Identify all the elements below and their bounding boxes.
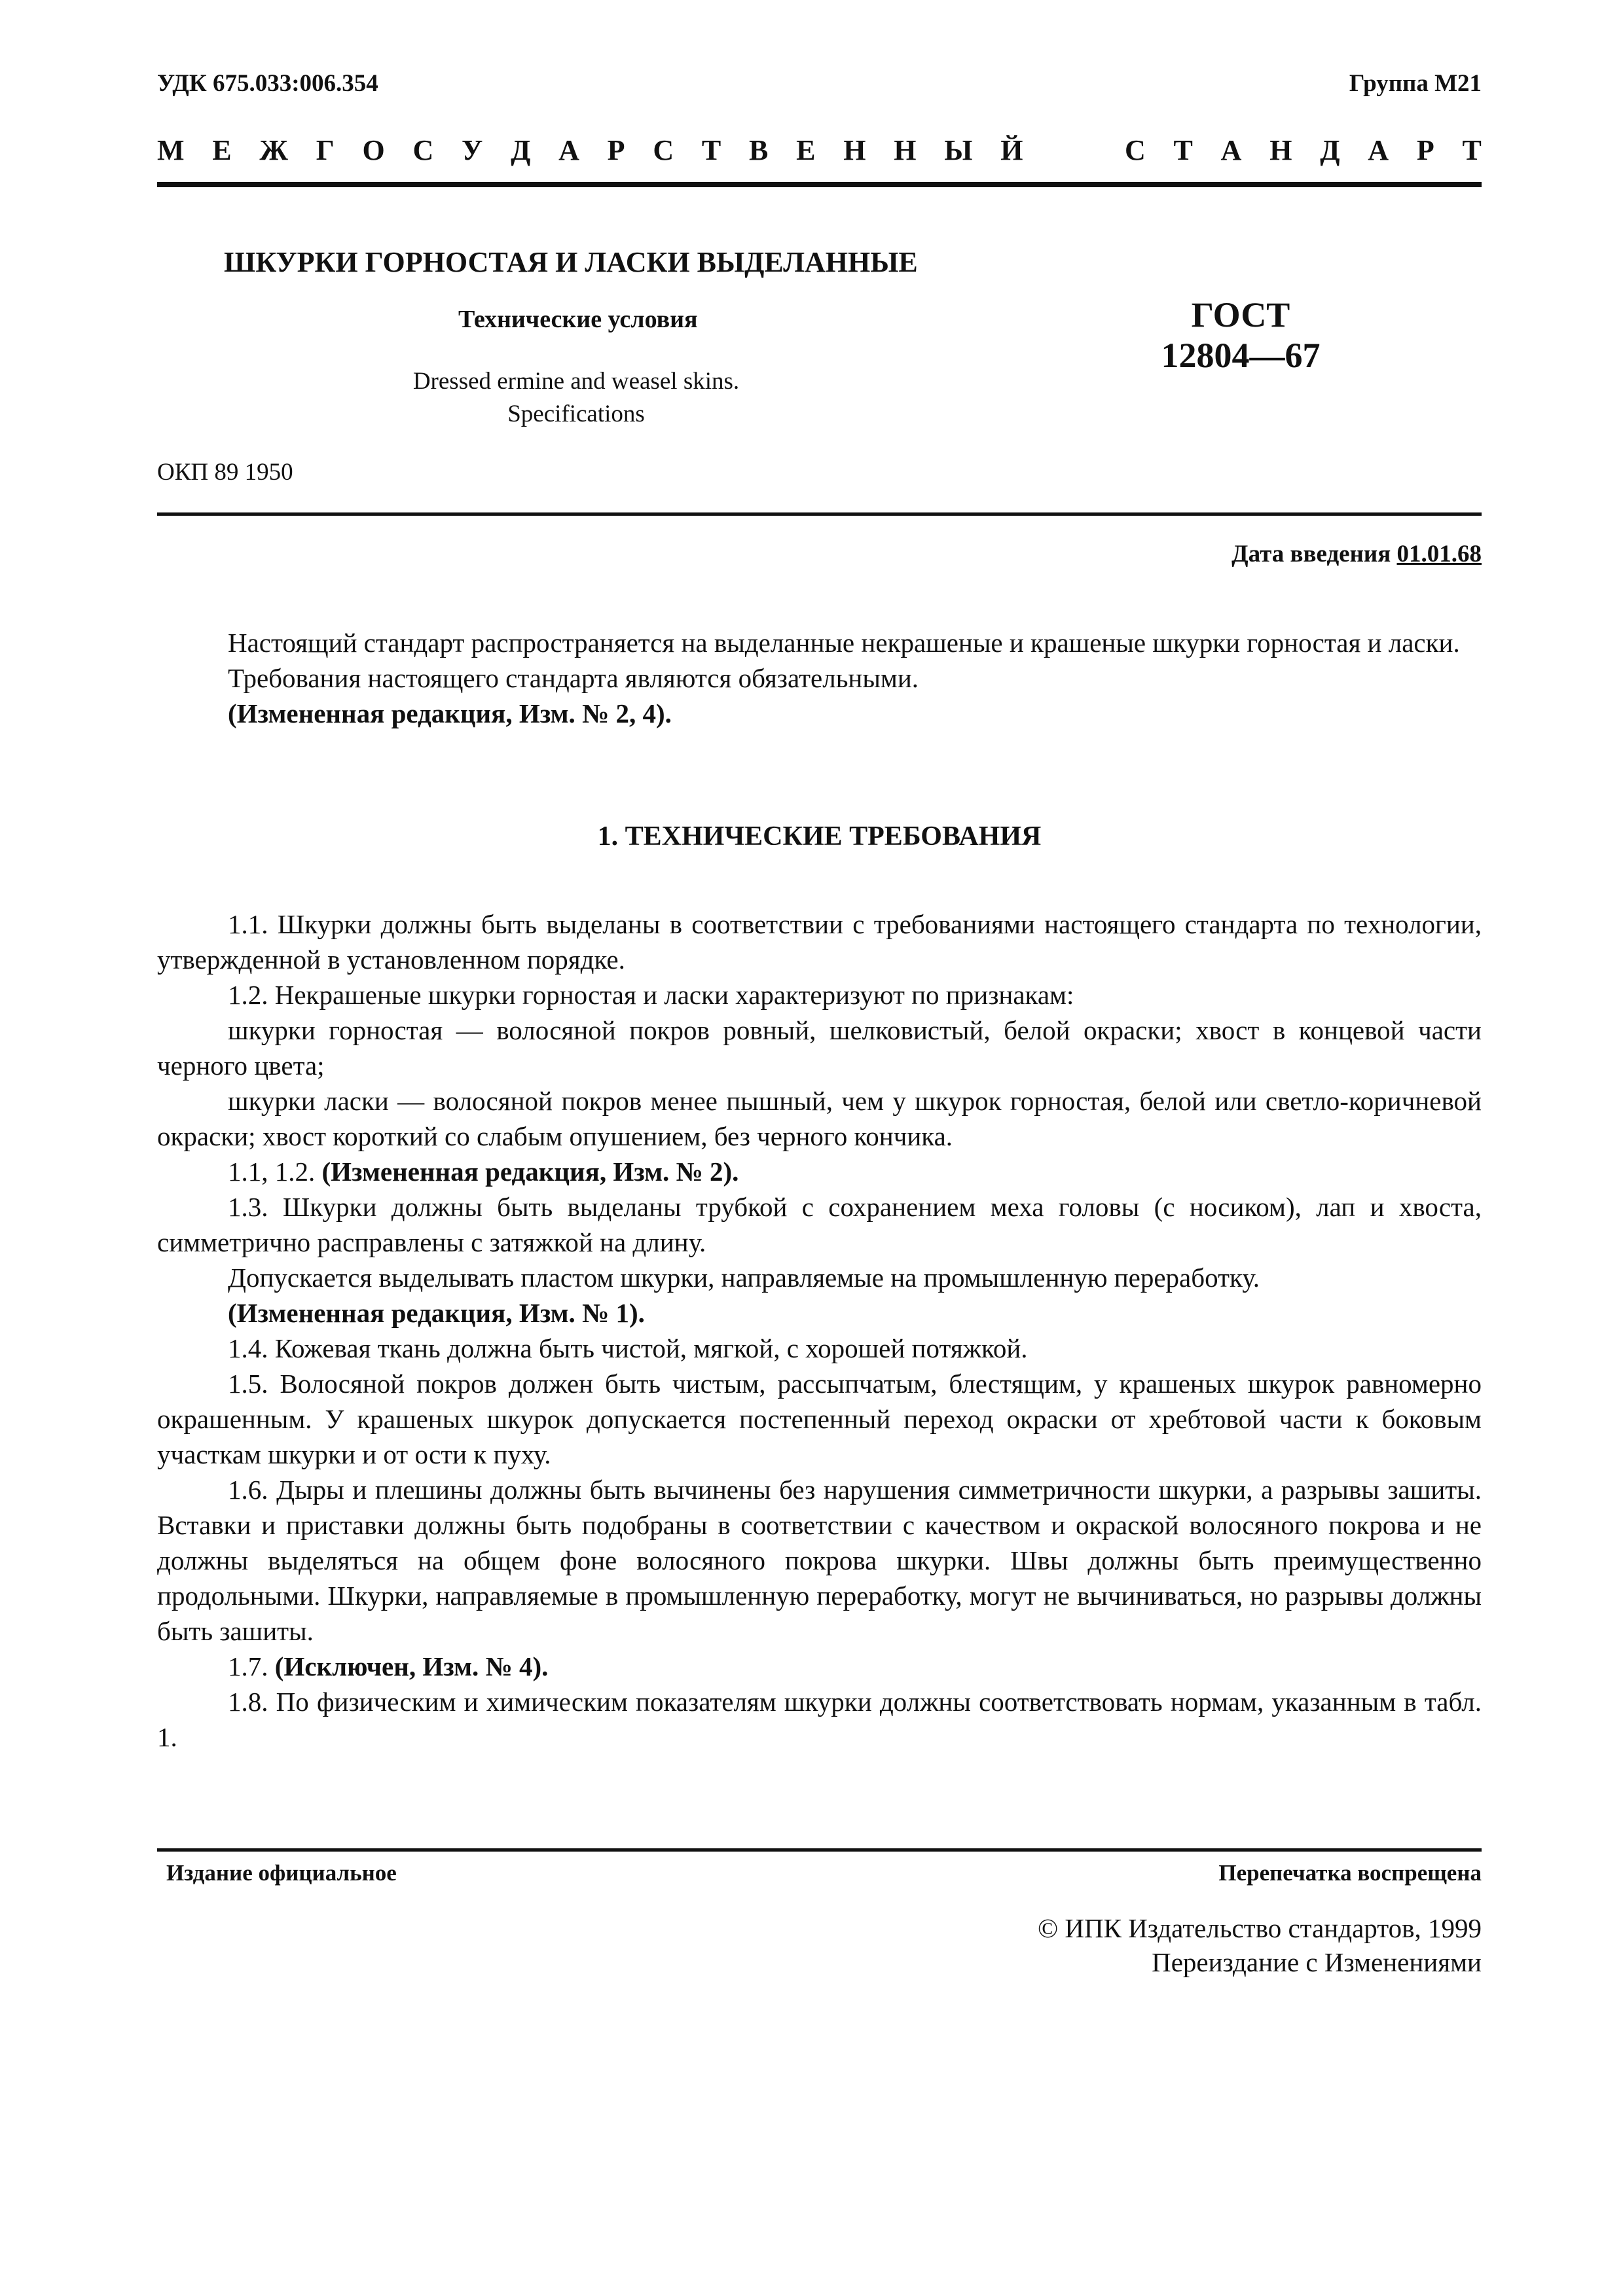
clause-1-7 bbox=[157, 1649, 1482, 1684]
footer-rule bbox=[157, 1848, 1482, 1852]
standard-subtitle: Технические условия bbox=[458, 306, 698, 333]
banner-letter: У bbox=[462, 134, 483, 166]
okp-code: ОКП 89 1950 bbox=[157, 459, 293, 486]
banner-letter: А bbox=[1220, 134, 1242, 166]
section-heading: 1. ТЕХНИЧЕСКИЕ ТРЕБОВАНИЯ bbox=[597, 821, 1042, 852]
banner-letter: С bbox=[653, 134, 674, 166]
banner-letter: Е bbox=[796, 134, 816, 166]
official-edition-label: Издание официальное bbox=[166, 1860, 397, 1886]
intro-paragraph: Настоящий стандарт распространяется на выделанные некрашеные и крашеные шкурки горностая и ласки. bbox=[228, 628, 1460, 658]
banner-letter: Н bbox=[843, 134, 866, 166]
clause-1-2-ermine: шкурки горностая — волосяной покров ровный, шелковистый, белой окраски; хвост в концевой части черного цвета; bbox=[157, 1015, 1482, 1081]
banner-letter: С bbox=[412, 134, 434, 166]
clause-1-1: 1.1. Шкурки должны быть выделаны в соответствии с требованиями настоящего стандарта по технологии, утвержденной в установленном порядке. bbox=[157, 909, 1482, 975]
amendment-note: (Измененная редакция, Изм. № 1). bbox=[228, 1298, 645, 1328]
clause-1-6: 1.6. Дыры и плешины должны быть вычинены без нарушения симметричности шкурки, а разрывы зашиты. Вставки и приставки должны быть подобраны в соответствии с качеством и окраской волосяного покрова и не должны выделяться на общем фоне волосяного покрова шкурки. Швы должны быть преимущественно продольными. Шкурки, направляемые в промышленную переработку, могут не вычиниваться, но разрывы должны быть зашиты. bbox=[157, 1475, 1482, 1646]
clause-1-3-allowance: Допускается выделывать пластом шкурки, направляемые на промышленную переработку. bbox=[228, 1263, 1260, 1293]
interstate-standard-banner bbox=[157, 134, 1482, 167]
group-code: Группа М21 bbox=[1349, 70, 1482, 97]
banner-letter: Г bbox=[316, 134, 335, 166]
banner-letter: Т bbox=[701, 134, 721, 166]
clause-1-2-weasel: шкурки ласки — волосяной покров менее пышный, чем у шкурок горностая, белой или светло-коричневой окраски; хвост короткий со слабым опушением, без черного кончика. bbox=[157, 1086, 1482, 1151]
clause-1-8: 1.8. По физическим и химическим показателям шкурки должны соответствовать нормам, указанным в табл. 1. bbox=[157, 1687, 1482, 1752]
banner-letter: О bbox=[362, 134, 385, 166]
banner-word-gap bbox=[1051, 134, 1097, 167]
gost-label: ГОСТ bbox=[1191, 295, 1290, 334]
udk-code: УДК 675.033:006.354 bbox=[157, 70, 378, 97]
banner-letter: А bbox=[1368, 134, 1389, 166]
gost-number: 12804—67 bbox=[1161, 336, 1321, 375]
clause-1-4: 1.4. Кожевая ткань должна быть чистой, мягкой, с хорошей потяжкой. bbox=[228, 1333, 1028, 1363]
copyright-block bbox=[1038, 1911, 1482, 1979]
standard-title: ШКУРКИ ГОРНОСТАЯ И ЛАСКИ ВЫДЕЛАННЫЕ bbox=[224, 246, 918, 278]
banner-letter: Д bbox=[511, 134, 531, 166]
english-title-line1: Dressed ermine and weasel skins. bbox=[412, 368, 740, 395]
amendment-clauses: 1.1, 1.2. bbox=[228, 1157, 316, 1187]
banner-letter: Д bbox=[1320, 134, 1340, 166]
reissue-line: Переиздание с Изменениями bbox=[1152, 1947, 1482, 1977]
gost-designation bbox=[1142, 295, 1339, 376]
banner-letter: Р bbox=[607, 134, 625, 166]
intro-paragraph: Требования настоящего стандарта являются обязательными. bbox=[228, 663, 919, 693]
reprint-prohibited-label: Перепечатка воспрещена bbox=[1218, 1860, 1482, 1886]
banner-letter: Т bbox=[1173, 134, 1193, 166]
banner-letter: Р bbox=[1416, 134, 1434, 166]
banner-letter: А bbox=[558, 134, 579, 166]
amendment-text: (Исключен, Изм. № 4). bbox=[274, 1651, 549, 1681]
clause-number: 1.7. bbox=[228, 1651, 268, 1681]
banner-letter: Т bbox=[1462, 134, 1482, 166]
title-rule bbox=[157, 512, 1482, 516]
introduction-date-value: 01.01.68 bbox=[1396, 541, 1482, 567]
amendment-note: (Измененная редакция, Изм. № 2, 4). bbox=[228, 698, 672, 728]
banner-letter: Ж bbox=[259, 134, 288, 166]
amendment-text: (Измененная редакция, Изм. № 2). bbox=[321, 1157, 739, 1187]
document-body bbox=[157, 625, 1482, 1755]
clause-1-5: 1.5. Волосяной покров должен быть чистым, рассыпчатым, блестящим, у крашеных шкурок равномерно окрашенным. У крашеных шкурок допускается постепенный переход окраски от хребтовой части к боковым участкам шкурки и от ости к пуху. bbox=[157, 1369, 1482, 1469]
banner-letter: Й bbox=[1000, 134, 1023, 166]
introduction-date bbox=[1231, 540, 1482, 568]
english-title-line2: Specifications bbox=[507, 401, 645, 427]
banner-letter: М bbox=[157, 134, 185, 166]
amendment-note bbox=[157, 1154, 1482, 1189]
banner-letter: В bbox=[749, 134, 769, 166]
copyright-line: © ИПК Издательство стандартов, 1999 bbox=[1037, 1913, 1482, 1943]
banner-letter: Е bbox=[212, 134, 232, 166]
english-title bbox=[367, 365, 786, 431]
banner-letter: Н bbox=[894, 134, 917, 166]
banner-letter: Ы bbox=[944, 134, 973, 166]
clause-1-3: 1.3. Шкурки должны быть выделаны трубкой с сохранением меха головы (с носиком), лап и хвоста, симметрично расправлены с затяжкой на длину. bbox=[157, 1192, 1482, 1257]
banner-letter: С bbox=[1125, 134, 1146, 166]
clause-1-2: 1.2. Некрашеные шкурки горностая и ласки характеризуют по признакам: bbox=[228, 980, 1074, 1010]
header-rule bbox=[157, 182, 1482, 187]
introduction-date-label: Дата введения bbox=[1231, 541, 1391, 567]
banner-letter: Н bbox=[1269, 134, 1292, 166]
